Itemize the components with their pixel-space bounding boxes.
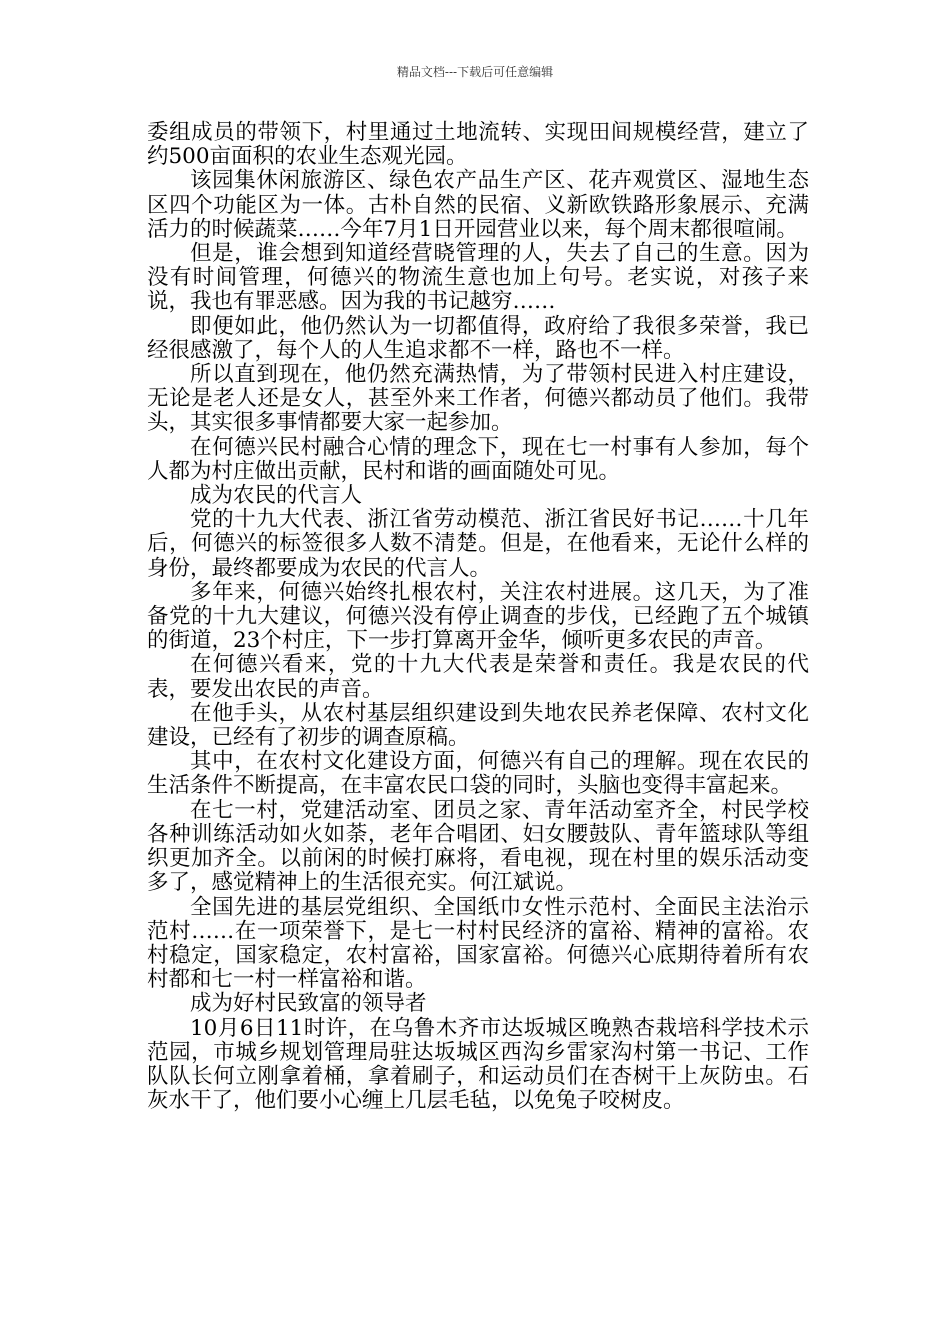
paragraph: 委组成员的带领下，村里通过土地流转、实现田间规模经营，建立了约500亩面积的农业生态观光园。 bbox=[147, 120, 809, 170]
paragraph: 10月6日11时许，在乌鲁木齐市达坂城区晚熟杏栽培科学技术示范园，市城乡规划管理局驻达坂城区西沟乡雷家沟村第一书记、工作队队长何立刚拿着桶，拿着刷子，和运动员们在杏树干上灰防虫。石灰水干了，他们要小心缠上几层毛毡，以免兔子咬树皮。 bbox=[147, 1015, 809, 1114]
section-heading: 成为农民的代言人 bbox=[190, 483, 363, 509]
paragraph: 多年来，何德兴始终扎根农村，关注农村进展。这几天，为了准备党的十九大建议，何德兴没有停止调查的步伐，已经跑了五个城镇的街道，23个村庄，下一步打算离开金华，倾听更多农民的声音。 bbox=[147, 579, 809, 654]
paragraph: 党的十九大代表、浙江省劳动模范、浙江省民好书记……十几年后，何德兴的标签很多人数不清楚。但是，在他看来，无论什么样的身份，最终都要成为农民的代言人。 bbox=[147, 507, 809, 581]
paragraph: 即便如此，他仍然认为一切都值得，政府给了我很多荣誉，我已经很感激了，每个人的人生追求都不一样，路也不一样。 bbox=[147, 313, 809, 363]
document-body bbox=[147, 121, 809, 1113]
paragraph: 该园集休闲旅游区、绿色农产品生产区、花卉观赏区、湿地生态区四个功能区为一体。古朴自然的民宿、义新欧铁路形象展示、充满活力的时候蔬菜……今年7月1日开园营业以来，每个周末都很喧闹。 bbox=[147, 168, 809, 242]
paragraph: 在他手头，从农村基层组织建设到失地农民养老保障、农村文化建设，已经有了初步的调查原稿。 bbox=[147, 700, 809, 751]
paragraph: 但是，谁会想到知道经营晓管理的人，失去了自己的生意。因为没有时间管理，何德兴的物流生意也加上句号。老实说，对孩子来说，我也有罪恶感。因为我的书记越穷…… bbox=[147, 241, 809, 315]
page-header: 精品文档---下载后可任意编辑 bbox=[396, 65, 554, 79]
paragraph: 所以直到现在，他仍然充满热情，为了带领村民进入村庄建设，无论是老人还是女人，甚至外来工作者，何德兴都动员了他们。我带头，其实很多事情都要大家一起参加。 bbox=[147, 362, 809, 436]
paragraph: 在何德兴民村融合心情的理念下，现在七一村事有人参加，每个人都为村庄做出贡献，民村和谐的画面随处可见。 bbox=[147, 434, 809, 484]
section-heading: 成为好村民致富的领导者 bbox=[190, 991, 427, 1017]
paragraph: 全国先进的基层党组织、全国纸巾女性示范村、全面民主法治示范村……在一项荣誉下，是七一村村民经济的富裕、精神的富裕。农村稳定，国家稳定，农村富裕，国家富裕。何德兴心底期待着所有农村都和七一村一样富裕和谐。 bbox=[147, 894, 809, 993]
paragraph: 其中，在农村文化建设方面，何德兴有自己的理解。现在农民的生活条件不断提高，在丰富农民口袋的同时，头脑也变得丰富起来。 bbox=[147, 749, 809, 799]
paragraph: 在七一村，党建活动室、团员之家、青年活动室齐全，村民学校各种训练活动如火如荼，老年合唱团、妇女腰鼓队、青年篮球队等组织更加齐全。以前闲的时候打麻将，看电视，现在村里的娱乐活动变多了，感觉精神上的生活很充实。何江斌说。 bbox=[147, 797, 809, 896]
paragraph: 在何德兴看来，党的十九大代表是荣誉和责任。我是农民的代表，要发出农民的声音。 bbox=[147, 652, 809, 702]
